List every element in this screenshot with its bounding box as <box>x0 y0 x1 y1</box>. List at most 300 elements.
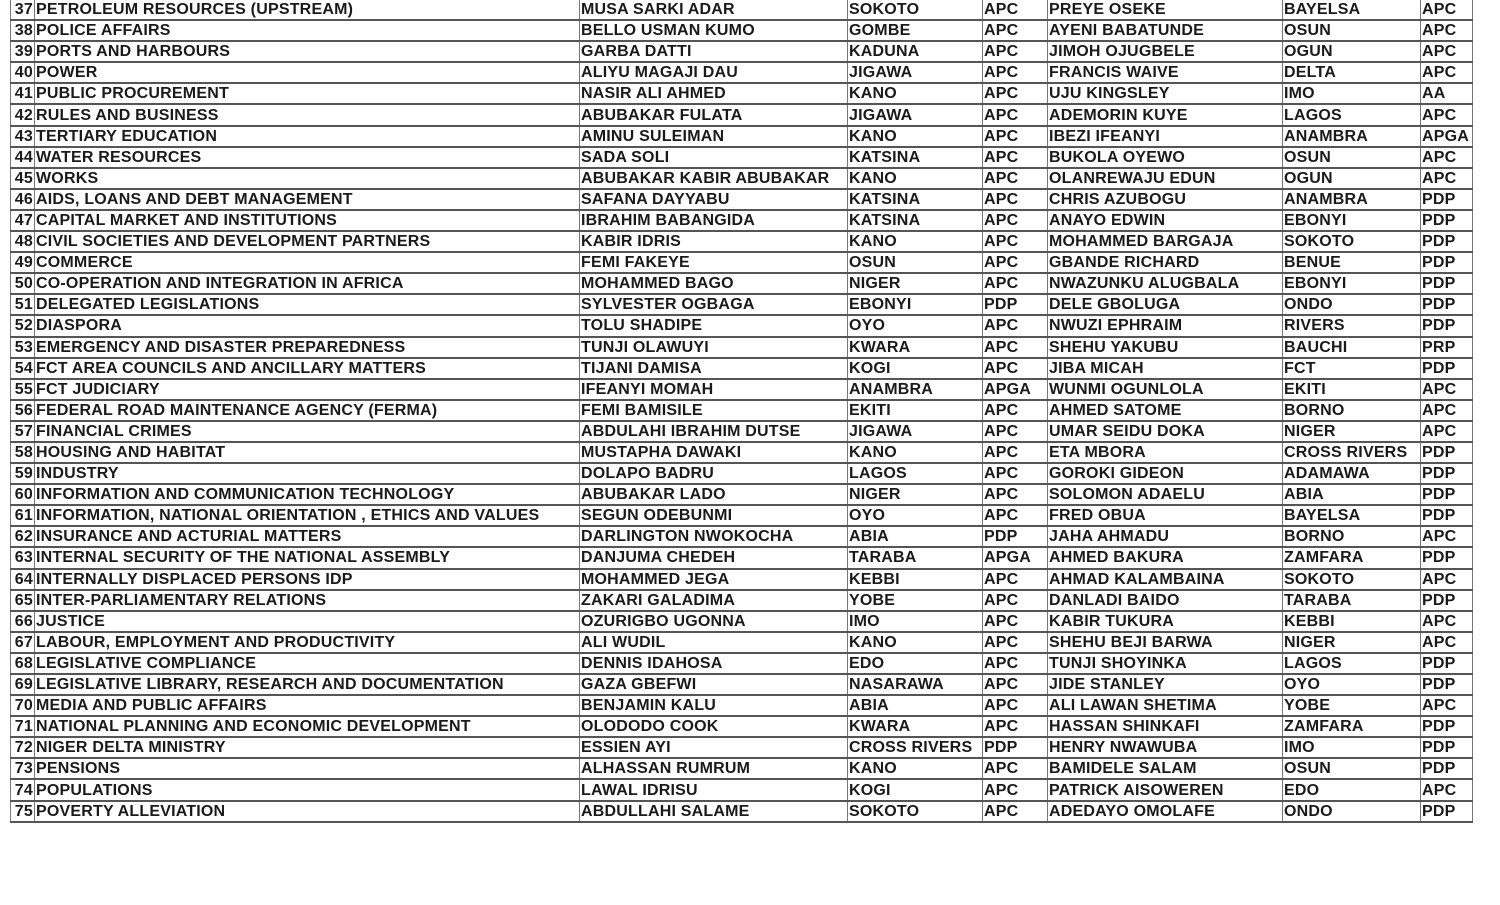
table-row <box>11 526 1473 547</box>
vice-chairman-name: UJU KINGSLEY <box>1048 83 1283 104</box>
committee-name: JUSTICE <box>35 611 580 632</box>
row-number: 70 <box>11 695 35 716</box>
vice-chairman-name: SHEHU BEJI BARWA <box>1048 632 1283 653</box>
row-number: 47 <box>11 210 35 231</box>
chairman-name: ABUBAKAR FULATA <box>580 104 848 125</box>
chairman-state: OSUN <box>848 252 983 273</box>
table-row <box>11 547 1473 568</box>
vice-chairman-party: PDP <box>1421 442 1473 463</box>
committee-name: PUBLIC PROCUREMENT <box>35 83 580 104</box>
vice-chairman-name: CHRIS AZUBOGU <box>1048 189 1283 210</box>
vice-chairman-party: PDP <box>1421 231 1473 252</box>
row-number: 51 <box>11 294 35 315</box>
vice-chairman-name: UMAR SEIDU DOKA <box>1048 421 1283 442</box>
table-row <box>11 463 1473 484</box>
table-row <box>11 400 1473 421</box>
vice-chairman-state: BORNO <box>1283 400 1421 421</box>
vice-chairman-name: SOLOMON ADAELU <box>1048 484 1283 505</box>
committee-name: POVERTY ALLEVIATION <box>35 801 580 822</box>
vice-chairman-party: PDP <box>1421 463 1473 484</box>
row-number: 73 <box>11 758 35 779</box>
table-row <box>11 674 1473 695</box>
chairman-state: SOKOTO <box>848 801 983 822</box>
row-number: 53 <box>11 337 35 358</box>
chairman-party: APC <box>983 674 1048 695</box>
chairman-name: OZURIGBO UGONNA <box>580 611 848 632</box>
chairman-name: BELLO USMAN KUMO <box>580 20 848 41</box>
vice-chairman-name: MOHAMMED BARGAJA <box>1048 231 1283 252</box>
committee-name: LABOUR, EMPLOYMENT AND PRODUCTIVITY <box>35 632 580 653</box>
chairman-name: ABDULLAHI SALAME <box>580 801 848 822</box>
vice-chairman-party: PDP <box>1421 294 1473 315</box>
committee-name: POWER <box>35 62 580 83</box>
row-number: 38 <box>11 20 35 41</box>
vice-chairman-name: IBEZI IFEANYI <box>1048 126 1283 147</box>
vice-chairman-party: APC <box>1421 62 1473 83</box>
chairman-party: APC <box>983 231 1048 252</box>
chairman-party: APC <box>983 252 1048 273</box>
table-row <box>11 716 1473 737</box>
chairman-state: KANO <box>848 231 983 252</box>
chairman-state: KOGI <box>848 358 983 379</box>
table-row <box>11 189 1473 210</box>
committee-table <box>10 0 1473 823</box>
vice-chairman-name: BUKOLA OYEWO <box>1048 147 1283 168</box>
committee-name: FEDERAL ROAD MAINTENANCE AGENCY (FERMA) <box>35 400 580 421</box>
chairman-name: DOLAPO BADRU <box>580 463 848 484</box>
vice-chairman-name: ADEDAYO OMOLAFE <box>1048 801 1283 822</box>
row-number: 44 <box>11 147 35 168</box>
chairman-state: ANAMBRA <box>848 379 983 400</box>
table-row <box>11 569 1473 590</box>
vice-chairman-state: ONDO <box>1283 294 1421 315</box>
row-number: 45 <box>11 168 35 189</box>
committee-name: HOUSING AND HABITAT <box>35 442 580 463</box>
vice-chairman-party: PDP <box>1421 590 1473 611</box>
chairman-name: TUNJI OLAWUYI <box>580 337 848 358</box>
row-number: 75 <box>11 801 35 822</box>
committee-name: DELEGATED LEGISLATIONS <box>35 294 580 315</box>
vice-chairman-name: HASSAN SHINKAFI <box>1048 716 1283 737</box>
chairman-name: KABIR IDRIS <box>580 231 848 252</box>
chairman-party: APC <box>983 147 1048 168</box>
vice-chairman-state: RIVERS <box>1283 315 1421 336</box>
vice-chairman-party: PDP <box>1421 315 1473 336</box>
chairman-party: APC <box>983 83 1048 104</box>
vice-chairman-state: BAYELSA <box>1283 0 1421 20</box>
committee-name: RULES AND BUSINESS <box>35 104 580 125</box>
chairman-party: APC <box>983 189 1048 210</box>
committee-name: CO-OPERATION AND INTEGRATION IN AFRICA <box>35 273 580 294</box>
chairman-name: FEMI BAMISILE <box>580 400 848 421</box>
vice-chairman-state: OGUN <box>1283 41 1421 62</box>
chairman-name: SEGUN ODEBUNMI <box>580 505 848 526</box>
vice-chairman-state: YOBE <box>1283 695 1421 716</box>
table-row <box>11 62 1473 83</box>
chairman-state: KANO <box>848 83 983 104</box>
vice-chairman-party: PDP <box>1421 547 1473 568</box>
row-number: 55 <box>11 379 35 400</box>
vice-chairman-state: ONDO <box>1283 801 1421 822</box>
chairman-state: NASARAWA <box>848 674 983 695</box>
vice-chairman-party: APC <box>1421 168 1473 189</box>
chairman-name: MOHAMMED JEGA <box>580 569 848 590</box>
committee-name: MEDIA AND PUBLIC AFFAIRS <box>35 695 580 716</box>
chairman-name: TOLU SHADIPE <box>580 315 848 336</box>
committee-name: LEGISLATIVE COMPLIANCE <box>35 653 580 674</box>
chairman-name: IBRAHIM BABANGIDA <box>580 210 848 231</box>
committee-name: PORTS AND HARBOURS <box>35 41 580 62</box>
table-row <box>11 20 1473 41</box>
chairman-name: SAFANA DAYYABU <box>580 189 848 210</box>
vice-chairman-party: APC <box>1421 104 1473 125</box>
table-row <box>11 590 1473 611</box>
chairman-state: KANO <box>848 168 983 189</box>
chairman-name: MUSTAPHA DAWAKI <box>580 442 848 463</box>
row-number: 39 <box>11 41 35 62</box>
chairman-party: APC <box>983 463 1048 484</box>
vice-chairman-state: BAUCHI <box>1283 337 1421 358</box>
chairman-name: ALI WUDIL <box>580 632 848 653</box>
vice-chairman-state: OSUN <box>1283 20 1421 41</box>
vice-chairman-party: PDP <box>1421 801 1473 822</box>
vice-chairman-name: DELE GBOLUGA <box>1048 294 1283 315</box>
chairman-state: LAGOS <box>848 463 983 484</box>
vice-chairman-state: BENUE <box>1283 252 1421 273</box>
table-row <box>11 315 1473 336</box>
chairman-party: APC <box>983 358 1048 379</box>
chairman-state: YOBE <box>848 590 983 611</box>
vice-chairman-state: LAGOS <box>1283 104 1421 125</box>
vice-chairman-party: AA <box>1421 83 1473 104</box>
table-row <box>11 801 1473 822</box>
vice-chairman-state: EKITI <box>1283 379 1421 400</box>
table-row <box>11 611 1473 632</box>
chairman-party: PDP <box>983 526 1048 547</box>
chairman-party: APC <box>983 569 1048 590</box>
table-row <box>11 758 1473 779</box>
vice-chairman-party: APC <box>1421 611 1473 632</box>
vice-chairman-state: EDO <box>1283 779 1421 800</box>
vice-chairman-state: ABIA <box>1283 484 1421 505</box>
committee-name: TERTIARY EDUCATION <box>35 126 580 147</box>
vice-chairman-party: PDP <box>1421 252 1473 273</box>
row-number: 66 <box>11 611 35 632</box>
chairman-name: NASIR ALI AHMED <box>580 83 848 104</box>
chairman-state: KATSINA <box>848 210 983 231</box>
row-number: 56 <box>11 400 35 421</box>
table-row <box>11 737 1473 758</box>
vice-chairman-state: SOKOTO <box>1283 231 1421 252</box>
vice-chairman-party: PDP <box>1421 189 1473 210</box>
row-number: 69 <box>11 674 35 695</box>
row-number: 52 <box>11 315 35 336</box>
committee-name: INDUSTRY <box>35 463 580 484</box>
table-row <box>11 41 1473 62</box>
chairman-party: APC <box>983 653 1048 674</box>
chairman-party: APC <box>983 126 1048 147</box>
chairman-party: APGA <box>983 547 1048 568</box>
vice-chairman-party: PDP <box>1421 758 1473 779</box>
vice-chairman-state: BAYELSA <box>1283 505 1421 526</box>
row-number: 37 <box>11 0 35 20</box>
vice-chairman-party: PDP <box>1421 674 1473 695</box>
committee-name: INFORMATION AND COMMUNICATION TECHNOLOGY <box>35 484 580 505</box>
table-row <box>11 231 1473 252</box>
chairman-party: PDP <box>983 294 1048 315</box>
chairman-name: GARBA DATTI <box>580 41 848 62</box>
committee-name: INTERNALLY DISPLACED PERSONS IDP <box>35 569 580 590</box>
vice-chairman-party: APC <box>1421 41 1473 62</box>
vice-chairman-party: PDP <box>1421 716 1473 737</box>
table-row <box>11 147 1473 168</box>
chairman-party: APC <box>983 315 1048 336</box>
committee-name: CIVIL SOCIETIES AND DEVELOPMENT PARTNERS <box>35 231 580 252</box>
vice-chairman-party: APC <box>1421 421 1473 442</box>
vice-chairman-state: ZAMFARA <box>1283 716 1421 737</box>
chairman-state: KANO <box>848 126 983 147</box>
chairman-state: KWARA <box>848 337 983 358</box>
chairman-name: TIJANI DAMISA <box>580 358 848 379</box>
vice-chairman-state: EBONYI <box>1283 273 1421 294</box>
vice-chairman-party: PDP <box>1421 210 1473 231</box>
chairman-state: EKITI <box>848 400 983 421</box>
vice-chairman-party: PDP <box>1421 505 1473 526</box>
committee-name: NIGER DELTA MINISTRY <box>35 737 580 758</box>
chairman-state: KOGI <box>848 779 983 800</box>
row-number: 58 <box>11 442 35 463</box>
chairman-state: NIGER <box>848 273 983 294</box>
committee-name: WORKS <box>35 168 580 189</box>
chairman-name: DARLINGTON NWOKOCHA <box>580 526 848 547</box>
chairman-state: KADUNA <box>848 41 983 62</box>
chairman-party: APC <box>983 400 1048 421</box>
chairman-name: LAWAL IDRISU <box>580 779 848 800</box>
vice-chairman-party: APC <box>1421 147 1473 168</box>
chairman-party: APC <box>983 590 1048 611</box>
vice-chairman-name: JIDE STANLEY <box>1048 674 1283 695</box>
vice-chairman-party: APC <box>1421 379 1473 400</box>
chairman-party: APC <box>983 695 1048 716</box>
table-row <box>11 632 1473 653</box>
committee-name: FCT JUDICIARY <box>35 379 580 400</box>
committee-name: FINANCIAL CRIMES <box>35 421 580 442</box>
row-number: 57 <box>11 421 35 442</box>
committee-table-body <box>11 0 1473 822</box>
vice-chairman-name: WUNMI OGUNLOLA <box>1048 379 1283 400</box>
vice-chairman-state: BORNO <box>1283 526 1421 547</box>
row-number: 61 <box>11 505 35 526</box>
chairman-state: JIGAWA <box>848 62 983 83</box>
committee-name: POPULATIONS <box>35 779 580 800</box>
committee-name: COMMERCE <box>35 252 580 273</box>
chairman-party: APC <box>983 758 1048 779</box>
vice-chairman-state: IMO <box>1283 737 1421 758</box>
table-row <box>11 379 1473 400</box>
vice-chairman-name: TUNJI SHOYINKA <box>1048 653 1283 674</box>
chairman-party: APC <box>983 104 1048 125</box>
chairman-state: IMO <box>848 611 983 632</box>
committee-name: POLICE AFFAIRS <box>35 20 580 41</box>
vice-chairman-party: APC <box>1421 0 1473 20</box>
chairman-name: AMINU SULEIMAN <box>580 126 848 147</box>
vice-chairman-party: PDP <box>1421 653 1473 674</box>
vice-chairman-name: PATRICK AISOWEREN <box>1048 779 1283 800</box>
chairman-name: OLODODO COOK <box>580 716 848 737</box>
row-number: 65 <box>11 590 35 611</box>
table-row <box>11 779 1473 800</box>
chairman-state: OYO <box>848 315 983 336</box>
vice-chairman-state: OGUN <box>1283 168 1421 189</box>
chairman-state: JIGAWA <box>848 421 983 442</box>
chairman-state: OYO <box>848 505 983 526</box>
vice-chairman-state: IMO <box>1283 83 1421 104</box>
chairman-name: BENJAMIN KALU <box>580 695 848 716</box>
vice-chairman-name: HENRY NWAWUBA <box>1048 737 1283 758</box>
vice-chairman-party: APC <box>1421 695 1473 716</box>
vice-chairman-name: FRED OBUA <box>1048 505 1283 526</box>
row-number: 41 <box>11 83 35 104</box>
committee-name: DIASPORA <box>35 315 580 336</box>
vice-chairman-name: KABIR TUKURA <box>1048 611 1283 632</box>
chairman-name: GAZA GBEFWI <box>580 674 848 695</box>
row-number: 42 <box>11 104 35 125</box>
vice-chairman-name: ALI LAWAN SHETIMA <box>1048 695 1283 716</box>
vice-chairman-state: OSUN <box>1283 758 1421 779</box>
row-number: 48 <box>11 231 35 252</box>
row-number: 43 <box>11 126 35 147</box>
chairman-party: APC <box>983 0 1048 20</box>
table-row <box>11 337 1473 358</box>
row-number: 59 <box>11 463 35 484</box>
vice-chairman-party: APC <box>1421 20 1473 41</box>
chairman-name: ALIYU MAGAJI DAU <box>580 62 848 83</box>
vice-chairman-state: OYO <box>1283 674 1421 695</box>
committee-name: WATER RESOURCES <box>35 147 580 168</box>
vice-chairman-party: PDP <box>1421 484 1473 505</box>
chairman-name: ESSIEN AYI <box>580 737 848 758</box>
vice-chairman-state: TARABA <box>1283 590 1421 611</box>
vice-chairman-name: AHMED BAKURA <box>1048 547 1283 568</box>
committee-name: LEGISLATIVE LIBRARY, RESEARCH AND DOCUMENTATION <box>35 674 580 695</box>
table-row <box>11 0 1473 20</box>
chairman-name: ZAKARI GALADIMA <box>580 590 848 611</box>
chairman-party: APC <box>983 273 1048 294</box>
table-row <box>11 484 1473 505</box>
chairman-party: APC <box>983 210 1048 231</box>
vice-chairman-name: GOROKI GIDEON <box>1048 463 1283 484</box>
vice-chairman-state: ADAMAWA <box>1283 463 1421 484</box>
table-row <box>11 104 1473 125</box>
chairman-party: APC <box>983 632 1048 653</box>
chairman-party: PDP <box>983 737 1048 758</box>
vice-chairman-party: PDP <box>1421 737 1473 758</box>
committee-name: EMERGENCY AND DISASTER PREPAREDNESS <box>35 337 580 358</box>
chairman-state: KANO <box>848 758 983 779</box>
vice-chairman-name: DANLADI BAIDO <box>1048 590 1283 611</box>
vice-chairman-name: GBANDE RICHARD <box>1048 252 1283 273</box>
chairman-name: MOHAMMED BAGO <box>580 273 848 294</box>
row-number: 64 <box>11 569 35 590</box>
row-number: 46 <box>11 189 35 210</box>
committee-name: INTERNAL SECURITY OF THE NATIONAL ASSEMBLY <box>35 547 580 568</box>
chairman-state: ABIA <box>848 526 983 547</box>
table-row <box>11 210 1473 231</box>
chairman-state: ABIA <box>848 695 983 716</box>
vice-chairman-name: AHMAD KALAMBAINA <box>1048 569 1283 590</box>
row-number: 72 <box>11 737 35 758</box>
vice-chairman-party: APGA <box>1421 126 1473 147</box>
vice-chairman-name: OLANREWAJU EDUN <box>1048 168 1283 189</box>
row-number: 68 <box>11 653 35 674</box>
row-number: 50 <box>11 273 35 294</box>
vice-chairman-state: NIGER <box>1283 421 1421 442</box>
vice-chairman-name: BAMIDELE SALAM <box>1048 758 1283 779</box>
vice-chairman-party: APC <box>1421 400 1473 421</box>
chairman-party: APC <box>983 442 1048 463</box>
table-row <box>11 505 1473 526</box>
chairman-party: APC <box>983 716 1048 737</box>
vice-chairman-party: PDP <box>1421 273 1473 294</box>
vice-chairman-name: JIBA MICAH <box>1048 358 1283 379</box>
vice-chairman-name: AHMED SATOME <box>1048 400 1283 421</box>
vice-chairman-state: ANAMBRA <box>1283 189 1421 210</box>
table-row <box>11 83 1473 104</box>
vice-chairman-state: KEBBI <box>1283 611 1421 632</box>
chairman-party: APC <box>983 505 1048 526</box>
chairman-party: APC <box>983 611 1048 632</box>
chairman-party: APC <box>983 168 1048 189</box>
vice-chairman-name: PREYE OSEKE <box>1048 0 1283 20</box>
chairman-party: APC <box>983 779 1048 800</box>
table-row <box>11 252 1473 273</box>
vice-chairman-party: PDP <box>1421 358 1473 379</box>
row-number: 54 <box>11 358 35 379</box>
chairman-party: APC <box>983 41 1048 62</box>
row-number: 63 <box>11 547 35 568</box>
vice-chairman-party: APC <box>1421 526 1473 547</box>
committee-name: CAPITAL MARKET AND INSTITUTIONS <box>35 210 580 231</box>
table-row <box>11 273 1473 294</box>
chairman-party: APC <box>983 801 1048 822</box>
chairman-name: SADA SOLI <box>580 147 848 168</box>
vice-chairman-party: APC <box>1421 779 1473 800</box>
table-row <box>11 421 1473 442</box>
chairman-party: APC <box>983 62 1048 83</box>
chairman-name: DANJUMA CHEDEH <box>580 547 848 568</box>
table-row <box>11 653 1473 674</box>
vice-chairman-name: ETA MBORA <box>1048 442 1283 463</box>
row-number: 67 <box>11 632 35 653</box>
vice-chairman-name: SHEHU YAKUBU <box>1048 337 1283 358</box>
chairman-party: APGA <box>983 379 1048 400</box>
vice-chairman-state: LAGOS <box>1283 653 1421 674</box>
chairman-state: EDO <box>848 653 983 674</box>
chairman-state: GOMBE <box>848 20 983 41</box>
vice-chairman-name: FRANCIS WAIVE <box>1048 62 1283 83</box>
table-row <box>11 358 1473 379</box>
chairman-name: ABUBAKAR KABIR ABUBAKAR <box>580 168 848 189</box>
committee-name: PENSIONS <box>35 758 580 779</box>
chairman-name: ABUBAKAR LADO <box>580 484 848 505</box>
row-number: 71 <box>11 716 35 737</box>
chairman-state: SOKOTO <box>848 0 983 20</box>
chairman-state: KWARA <box>848 716 983 737</box>
vice-chairman-name: NWAZUNKU ALUGBALA <box>1048 273 1283 294</box>
row-number: 40 <box>11 62 35 83</box>
table-row <box>11 168 1473 189</box>
chairman-name: FEMI FAKEYE <box>580 252 848 273</box>
